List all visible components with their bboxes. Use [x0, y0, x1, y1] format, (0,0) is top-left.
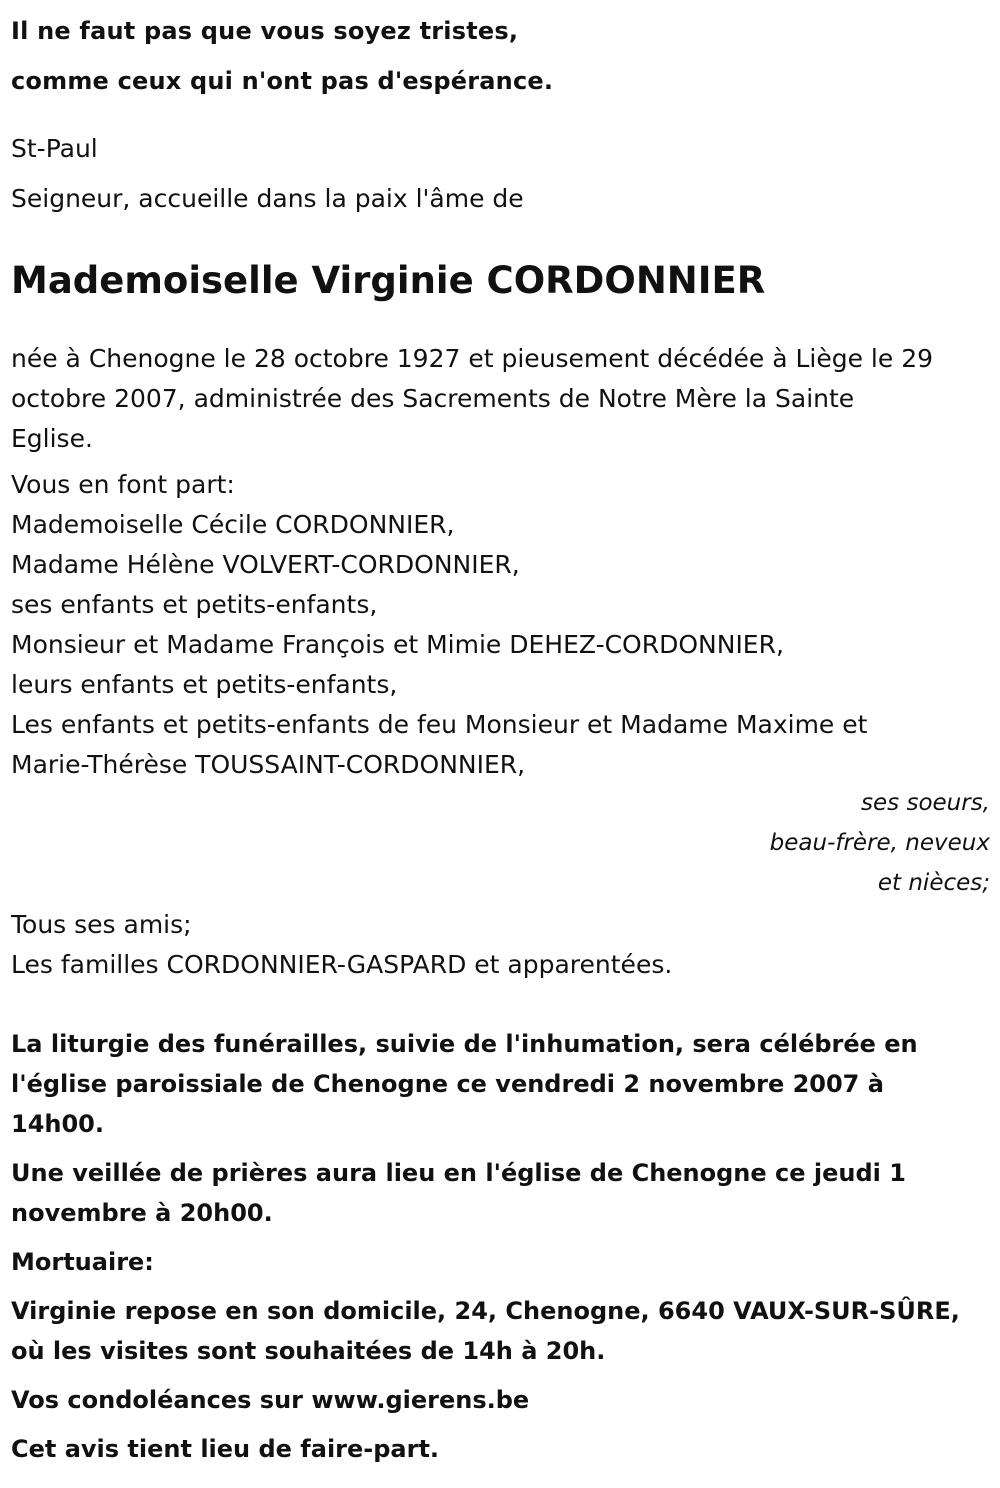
mortuary-label: Mortuaire: [11, 1248, 154, 1276]
mortuary-line: où les visites sont souhaitées de 14h à 20h. [11, 1337, 606, 1365]
family-announcement [11, 465, 990, 785]
family-line: Madame Hélène VOLVERT-CORDONNIER, [11, 550, 520, 579]
family-line: Mademoiselle Cécile CORDONNIER, [11, 510, 455, 539]
families-line: Les familles CORDONNIER-GASPARD et apparentées. [11, 950, 673, 979]
family-line: ses enfants et petits-enfants, [11, 590, 378, 619]
liturgy-line: La liturgie des funérailles, suivie de l'inhumation, sera célébrée en [11, 1030, 918, 1058]
mortuary-line: Virginie repose en son domicile, 24, Chenogne, 6640 VAUX-SUR-SÛRE, [11, 1297, 960, 1325]
mortuary-paragraph [11, 1291, 990, 1371]
family-line: leurs enfants et petits-enfants, [11, 670, 398, 699]
quote-attribution: St-Paul [11, 134, 98, 163]
birth-death-line-3: Eglise. [11, 424, 93, 453]
friends-and-families [11, 905, 990, 985]
condolences-text: Vos condoléances sur www.gierens.be [11, 1386, 530, 1414]
relationship-description [11, 783, 990, 903]
birth-death-line-2: octobre 2007, administrée des Sacrements de Notre Mère la Sainte [11, 384, 855, 413]
quote-line-1: Il ne faut pas que vous soyez tristes, [11, 17, 519, 45]
birth-death-line-1: née à Chenogne le 28 octobre 1927 et pieusement décédée à Liège le 29 [11, 344, 934, 373]
family-line: Monsieur et Madame François et Mimie DEHEZ-CORDONNIER, [11, 630, 784, 659]
relation-line: beau-frère, neveux [769, 830, 990, 856]
vigil-line: novembre à 20h00. [11, 1199, 273, 1227]
friends-line: Tous ses amis; [11, 910, 192, 939]
vigil-line: Une veillée de prières aura lieu en l'église de Chenogne ce jeudi 1 [11, 1159, 906, 1187]
bible-quote [11, 6, 990, 106]
birth-death-paragraph [11, 339, 990, 459]
deceased-name: Mademoiselle Virginie CORDONNIER [11, 259, 766, 302]
quote-line-2: comme ceux qui n'ont pas d'espérance. [11, 67, 554, 95]
liturgy-line: l'église paroissiale de Chenogne ce vendredi 2 novembre 2007 à [11, 1070, 884, 1098]
relation-line: ses soeurs, [861, 790, 990, 816]
liturgy-line: 14h00. [11, 1110, 104, 1138]
family-line: Les enfants et petits-enfants de feu Monsieur et Madame Maxime et [11, 710, 868, 739]
announcement-intro: Vous en font part: [11, 470, 235, 499]
funeral-liturgy-paragraph [11, 1024, 990, 1144]
relation-line: et nièces; [877, 870, 990, 896]
family-line: Marie-Thérèse TOUSSAINT-CORDONNIER, [11, 750, 526, 779]
invocation-text: Seigneur, accueille dans la paix l'âme de [11, 184, 524, 213]
vigil-paragraph [11, 1153, 990, 1233]
notice-text: Cet avis tient lieu de faire-part. [11, 1435, 440, 1463]
